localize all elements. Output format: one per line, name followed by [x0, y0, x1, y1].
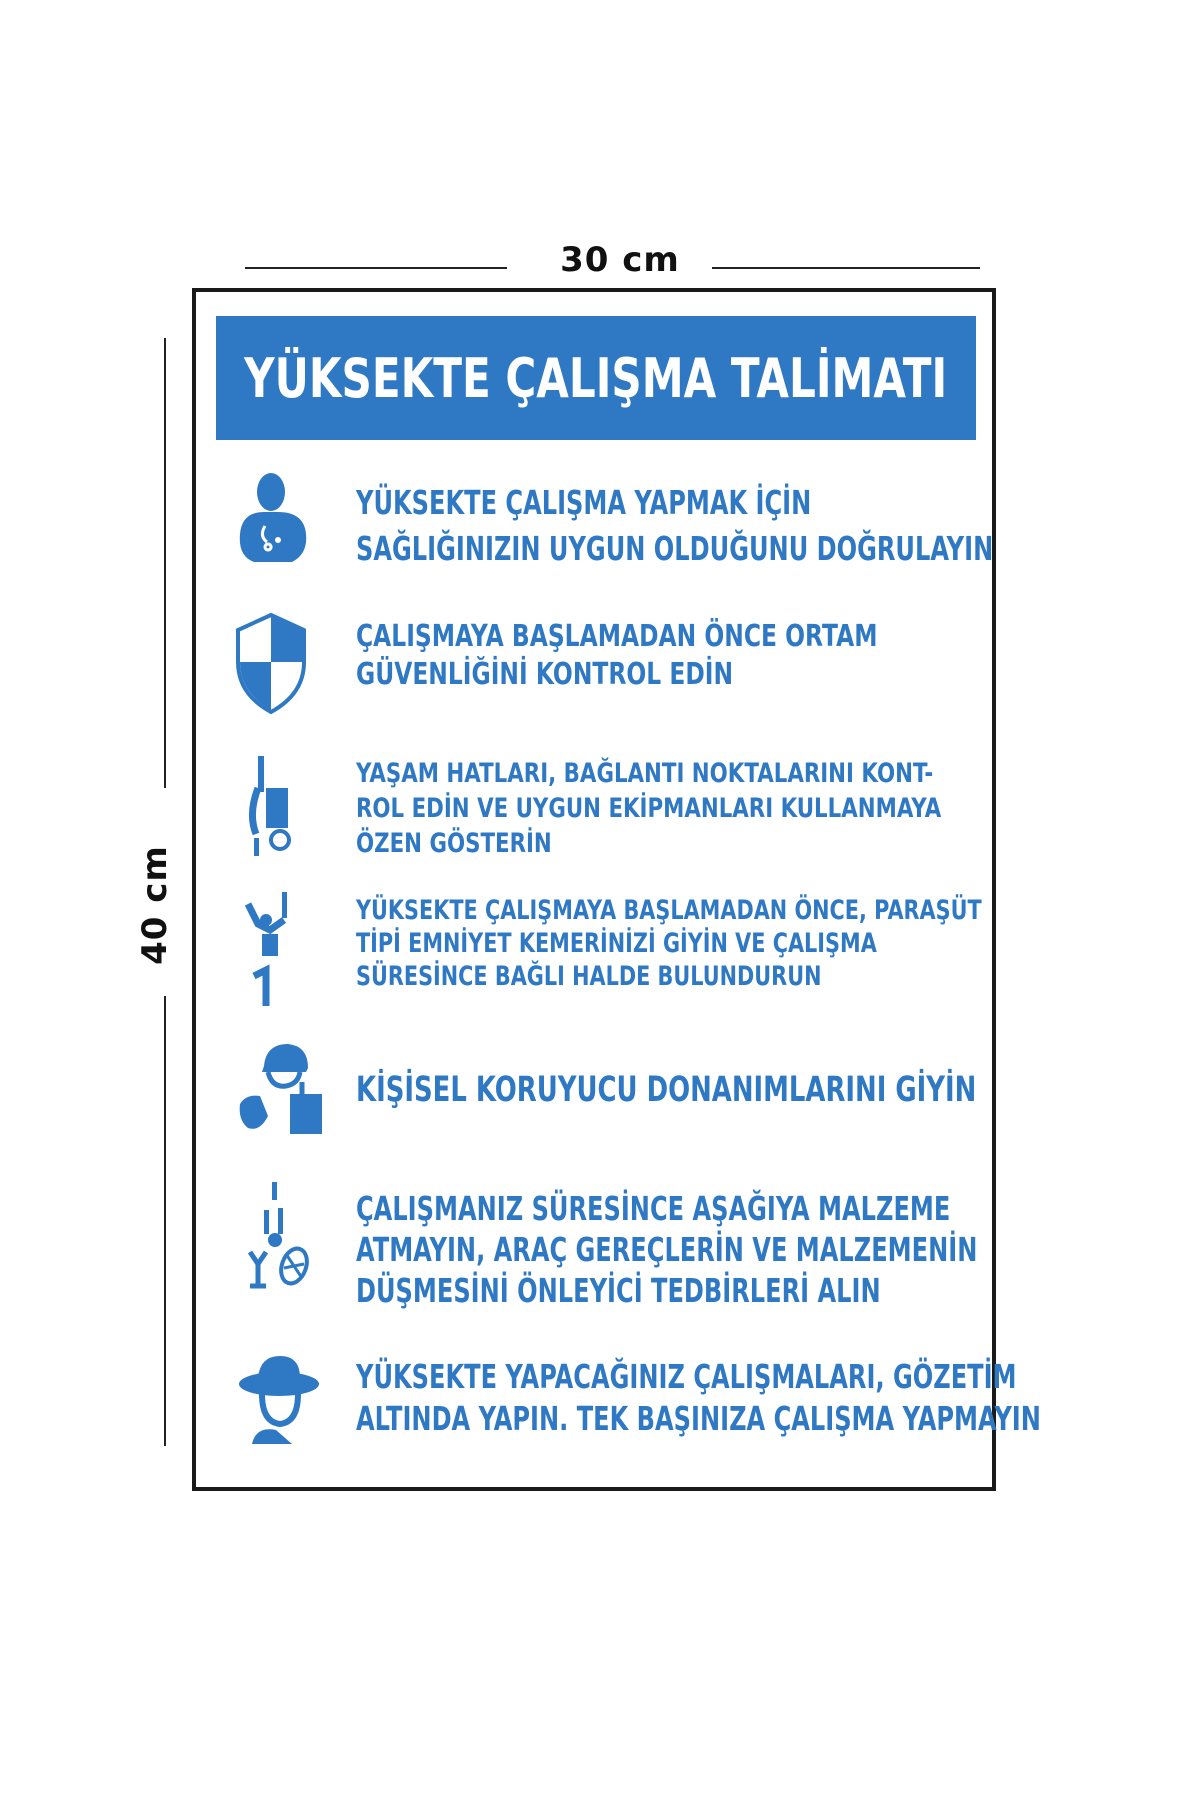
instruction-item: [196, 472, 996, 572]
instruction-item: [196, 1348, 1041, 1448]
instruction-text: ÇALIŞMAYA BAŞLAMADAN ÖNCE ORTAM GÜVENLİĞİNİ KONTROL EDİN: [356, 619, 878, 692]
lifeline-icon: [244, 754, 344, 860]
instruction-text: YAŞAM HATLARI, BAĞLANTI NOKTALARINI KONT- ROL EDİN VE UYGUN EKİPMANLARI KULLANMAYA ÖZEN GÖSTERİN: [356, 758, 942, 859]
ppe-worker-icon: [236, 1038, 336, 1138]
sign-title: YÜKSEKTE ÇALIŞMA TALİMATI: [244, 346, 948, 410]
instruction-text: ÇALIŞMANIZ SÜRESİNCE AŞAĞIYA MALZEME ATMAYIN, ARAÇ GEREÇLERİN VE MALZEMENİN DÜŞMESİNİ ÖNLEYİCİ TEDBİRLERİ ALIN: [356, 1189, 978, 1310]
instruction-item: [196, 612, 996, 722]
instruction-item: [196, 754, 996, 864]
height-dimension-line-bottom: [164, 996, 166, 1446]
person-health-icon: [234, 472, 334, 568]
instruction-item: [196, 1180, 996, 1310]
safety-sign: [192, 288, 1041, 1491]
instruction-item: [196, 1038, 996, 1138]
width-dimension-line-right: [712, 267, 980, 269]
instruction-text: YÜKSEKTE ÇALIŞMAYA BAŞLAMADAN ÖNCE, PARAŞÜT TİPİ EMNİYET KEMERİNİZİ GİYİN VE ÇALIŞMA SÜRESİNCE BAĞLI HALDE BULUNDURUN: [356, 895, 982, 992]
height-dimension-line-top: [164, 338, 166, 788]
instruction-text: YÜKSEKTE ÇALIŞMA YAPMAK İÇİN SAĞLIĞINIZIN UYGUN OLDUĞUNU DOĞRULAYIN: [356, 483, 994, 568]
supervisor-icon: [236, 1348, 336, 1446]
instruction-text: YÜKSEKTE YAPACAĞINIZ ÇALIŞMALARI, GÖZETİM ALTINDA YAPIN. TEK BAŞINIZA ÇALIŞMA YAPMAYIN: [356, 1357, 1041, 1438]
height-dimension-label: 40 cm: [135, 845, 175, 965]
instruction-item: [196, 890, 996, 1010]
width-dimension-line-left: [245, 267, 507, 269]
shield-icon: [234, 612, 334, 716]
instruction-text: KİŞİSEL KORUYUCU DONANIMLARINI GİYİN: [356, 1070, 977, 1110]
title-banner: [216, 316, 976, 440]
width-dimension-label: 30 cm: [560, 240, 680, 280]
falling-tools-icon: [244, 1180, 344, 1290]
harness-worker-icon: [240, 890, 340, 1010]
